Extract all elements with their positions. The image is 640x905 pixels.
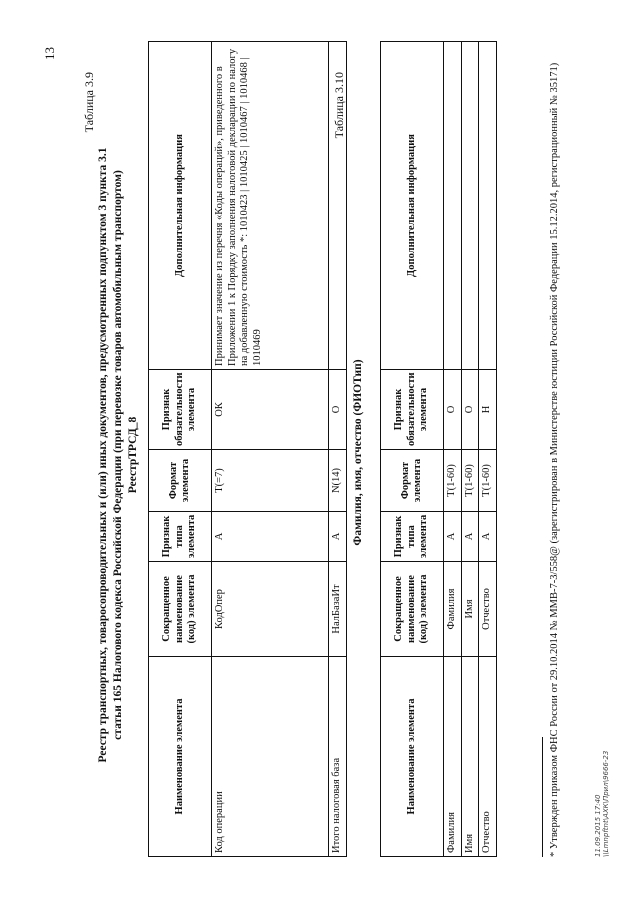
cell-code: Отчество <box>479 562 497 657</box>
table-3-10 <box>380 41 497 857</box>
table-3-9 <box>148 41 347 857</box>
table-row <box>479 42 497 857</box>
table-header-row <box>381 42 444 857</box>
cell-type: А <box>479 512 497 562</box>
cell-name: Фамилия <box>444 657 462 857</box>
table-3-10-label: Таблица 3.10 <box>332 72 346 139</box>
cell-info: Принимает значение из перечня «Коды операций», приведенного в Приложении 1 к Порядку заполнения налоговой декларации по налогу на добавленную стоимость *: 1010423 | 1010425 | 1010467 | 1010468 | 1010469 <box>212 42 329 370</box>
cell-type: А <box>461 512 479 562</box>
table-3-10-caption: Фамилия, имя, отчество (ФИОТип) <box>352 359 364 546</box>
registry-code: РеестрТРСД_8 <box>127 416 139 494</box>
footnote-divider <box>542 737 543 857</box>
stamp-line-1: 11.09.2015 17:40 <box>594 794 602 857</box>
cell-format: T(1-60) <box>444 450 462 512</box>
cell-code: Имя <box>461 562 479 657</box>
header-code: Сокращенное наименование (код) элемента <box>381 562 444 657</box>
registry-title <box>96 95 141 815</box>
cell-type: А <box>329 512 347 562</box>
table-header-row <box>149 42 212 857</box>
cell-name: Отчество <box>479 657 497 857</box>
table-3-9-label: Таблица 3.9 <box>82 72 96 133</box>
header-format: Формат элемента <box>149 450 212 512</box>
cell-format: T(=7) <box>212 450 329 512</box>
table-row <box>444 42 462 857</box>
page-number: 13 <box>42 47 57 60</box>
header-required: Признак обязательности элемента <box>381 370 444 450</box>
header-info: Дополнительная информация <box>149 42 212 370</box>
header-required: Признак обязательности элемента <box>149 370 212 450</box>
header-type: Признак типа элемента <box>149 512 212 562</box>
table-row <box>212 42 329 857</box>
title-line-2: статьи 165 Налогового кодекса Российской Федерации (при перевозке товаров автомобильным транспортом) <box>112 170 124 740</box>
header-code: Сокращенное наименование (код) элемента <box>149 562 212 657</box>
cell-required: ОК <box>212 370 329 450</box>
header-name: Наименование элемента <box>381 657 444 857</box>
cell-info <box>461 42 479 370</box>
cell-name: Итого налоговая база <box>329 657 347 857</box>
cell-required: О <box>461 370 479 450</box>
title-line-1: Реестр транспортных, товаросопроводительных и (или) иных документов, предусмотренных подпунктом 3 пункта 3.1 <box>97 147 109 763</box>
cell-code: Фамилия <box>444 562 462 657</box>
header-info: Дополнительная информация <box>381 42 444 370</box>
cell-type: А <box>212 512 329 562</box>
cell-format: T(1-60) <box>479 450 497 512</box>
header-name: Наименование элемента <box>149 657 212 857</box>
cell-info <box>444 42 462 370</box>
cell-code: НалБазаИт <box>329 562 347 657</box>
header-format: Формат элемента <box>381 450 444 512</box>
table-row <box>329 42 347 857</box>
file-stamp <box>594 751 610 857</box>
cell-format: N(14) <box>329 450 347 512</box>
header-type: Признак типа элемента <box>381 512 444 562</box>
cell-name: Имя <box>461 657 479 857</box>
stamp-line-2: \\Lmnpftnt\АХК\Прил\9666-23 <box>602 750 610 857</box>
cell-required: О <box>444 370 462 450</box>
cell-required: Н <box>479 370 497 450</box>
cell-name: Код операции <box>212 657 329 857</box>
cell-code: КодОпер <box>212 562 329 657</box>
cell-required: О <box>329 370 347 450</box>
footnote: * Утвержден приказом ФНС России от 29.10.2014 № ММВ-7-3/558@ (зарегистрирован в Министерстве юстиции Российской Федерации 15.12.2014, регистрационный № 35171) <box>549 62 560 857</box>
cell-info <box>479 42 497 370</box>
cell-type: А <box>444 512 462 562</box>
cell-format: T(1-60) <box>461 450 479 512</box>
table-row <box>461 42 479 857</box>
